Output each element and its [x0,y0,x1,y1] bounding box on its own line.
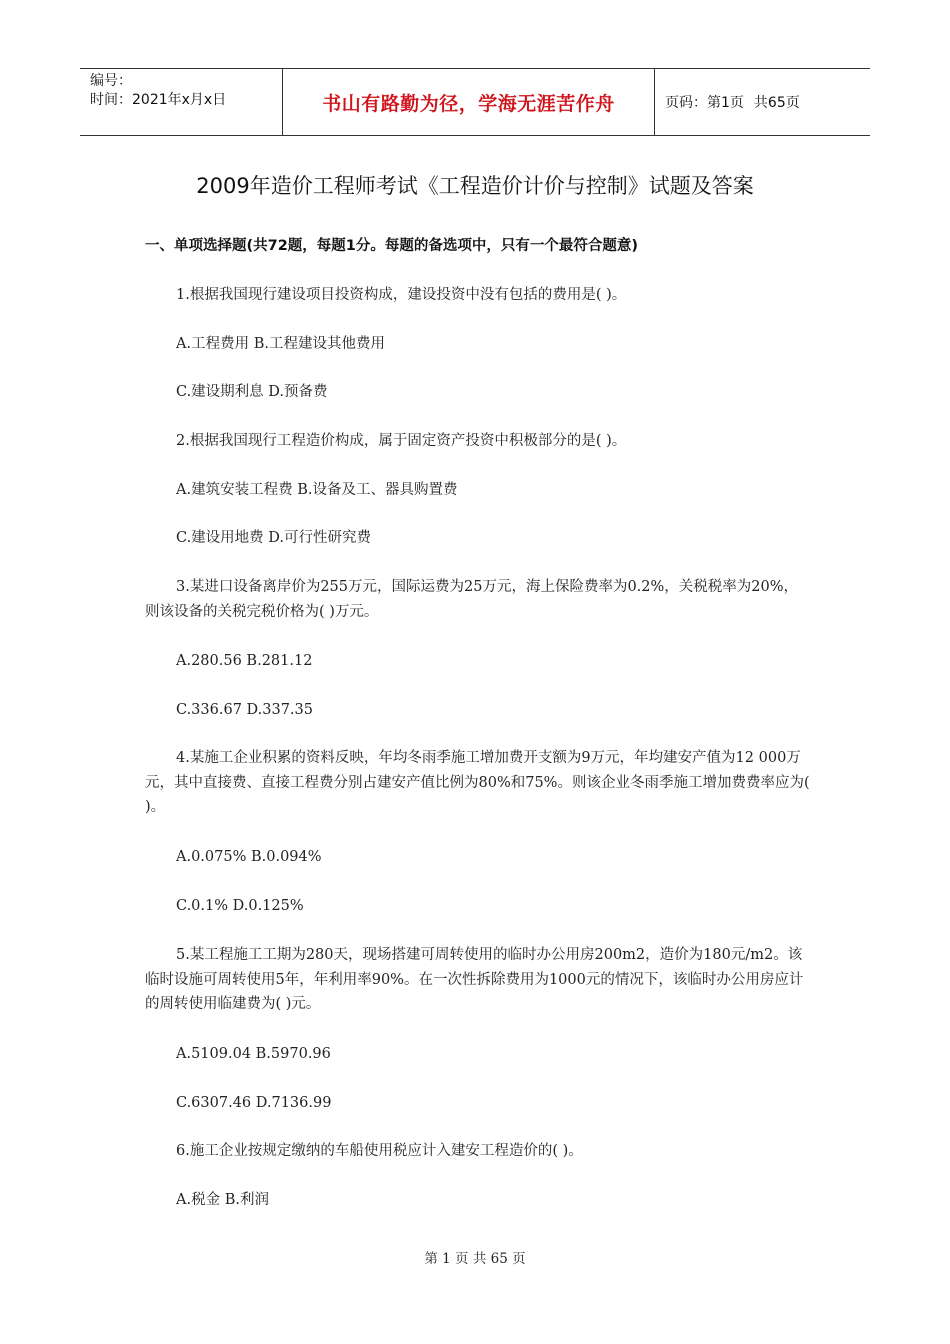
question-6-options-ab: A.税金 B.利润 [176,1192,269,1208]
question-6: 6.施工企业按规定缴纳的车船使用税应计入建安工程造价的( )。 [176,1143,583,1159]
header-page-number: 页码：第1页 [665,95,744,111]
header-motto: 书山有路勤为径，学海无涯苦作舟 [322,92,615,115]
question-1-options-cd: C.建设期利息 D.预备费 [176,384,328,400]
section-heading: 一、单项选择题(共72题，每题1分。每题的备选项中，只有一个最符合题意) [145,238,639,254]
question-4: 4.某施工企业积累的资料反映，年均冬雨季施工增加费开支额为9万元，年均建安产值为12 000万元，其中直接费、直接工程费分别占建安产值比例为80%和75%。则该企业冬雨季施工增加费费率应为( )。 [145,750,810,815]
question-5-options-cd: C.6307.46 D.7136.99 [176,1095,332,1111]
question-3-options-cd: C.336.67 D.337.35 [176,702,313,718]
question-1-options-ab: A.工程费用 B.工程建设其他费用 [176,336,385,352]
question-1: 1.根据我国现行建设项目投资构成，建设投资中没有包括的费用是( )。 [176,287,627,303]
question-4-options-ab: A.0.075% B.0.094% [176,849,322,865]
document-title: 2009年造价工程师考试《工程造价计价与控制》试题及答案 [196,174,754,198]
question-5-options-ab: A.5109.04 B.5970.96 [176,1046,331,1062]
question-2: 2.根据我国现行工程造价构成，属于固定资产投资中积极部分的是( )。 [176,433,627,449]
question-3: 3.某进口设备离岸价为255万元，国际运费为25万元，海上保险费率为0.2%，关税税率为20%，则该设备的关税完税价格为( )万元。 [145,579,799,620]
question-2-options-ab: A.建筑安装工程费 B.设备及工、器具购置费 [176,482,458,498]
document-number-label: 编号： [90,73,132,89]
document-header [80,68,870,136]
question-2-options-cd: C.建设用地费 D.可行性研究费 [176,530,372,546]
header-page-info [655,69,870,135]
question-4-options-cd: C.0.1% D.0.125% [176,898,304,914]
header-motto-cell [282,69,655,135]
page-footer: 第 1 页 共 65 页 [424,1251,526,1267]
question-5: 5.某工程施工工期为280天，现场搭建可周转使用的临时办公用房200m2，造价为180元/m2。该临时设施可周转使用5年，年利用率90%。在一次性拆除费用为1000元的情况下，该临时办公用房应计的周转使用临建费为( )元。 [145,947,804,1012]
document-time-label: 时间：2021年x月x日 [90,92,227,108]
header-meta [80,69,282,135]
header-page-total: 共65页 [753,95,800,111]
question-3-options-ab: A.280.56 B.281.12 [176,653,313,669]
